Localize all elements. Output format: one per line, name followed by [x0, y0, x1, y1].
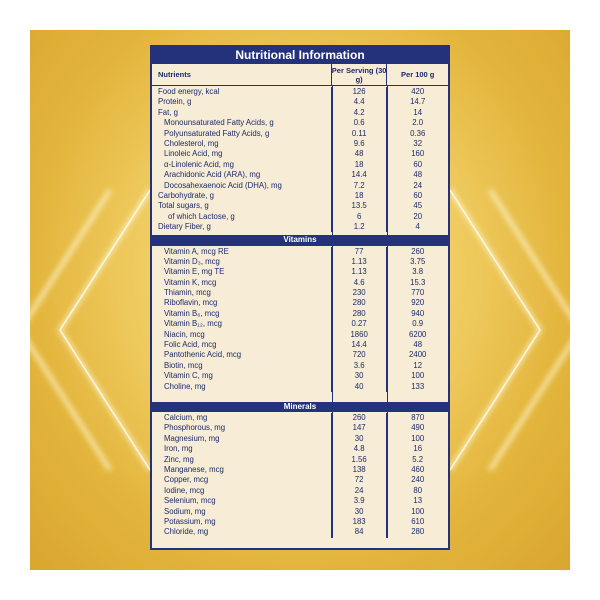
per-100g-value: 260 [386, 247, 448, 257]
table-row [152, 149, 448, 159]
table-header [152, 64, 448, 86]
table-row [152, 212, 448, 222]
table-row [152, 465, 448, 475]
nutrient-name: Iodine, mcg [164, 485, 205, 495]
table-row [152, 181, 448, 191]
nutrient-name: Selenium, mcg [164, 496, 216, 506]
per-serving-value: 4.2 [331, 108, 387, 118]
per-100g-value: 15.3 [386, 278, 448, 288]
per-serving-value: 1.2 [331, 222, 387, 232]
table-row [152, 309, 448, 319]
per-serving-value: 18 [331, 160, 387, 170]
nutrient-name: Phosphorous, mg [164, 423, 226, 433]
table-row [152, 517, 448, 527]
nutrient-name: Fat, g [158, 107, 178, 117]
per-100g-value: 100 [386, 507, 448, 517]
header-nutrients: Nutrients [158, 70, 191, 79]
per-100g-value: 16 [386, 444, 448, 454]
per-serving-value: 4.6 [331, 278, 387, 288]
per-serving-value: 30 [331, 507, 387, 517]
per-serving-value: 84 [331, 527, 387, 537]
table-row [152, 170, 448, 180]
per-serving-value: 77 [331, 247, 387, 257]
nutrient-name: Vitamin E, mg TE [164, 267, 225, 277]
per-serving-value: 18 [331, 191, 387, 201]
section-vitamins: Vitamins [152, 235, 448, 246]
table-row [152, 129, 448, 139]
table-row [152, 191, 448, 201]
table-row [152, 527, 448, 537]
minerals-group [152, 412, 448, 538]
per-serving-value: 40 [331, 382, 387, 392]
per-100g-value: 45 [386, 201, 448, 211]
table-row [152, 434, 448, 444]
per-100g-value: 5.2 [386, 455, 448, 465]
per-100g-value: 490 [386, 423, 448, 433]
nutrient-name: Carbohydrate, g [158, 190, 214, 200]
table-row [152, 319, 448, 329]
table-row [152, 413, 448, 423]
table-row [152, 444, 448, 454]
table-row [152, 486, 448, 496]
per-100g-value: 3.8 [386, 267, 448, 277]
per-serving-value: 30 [331, 434, 387, 444]
nutrient-name: Niacin, mcg [164, 329, 205, 339]
table-row [152, 139, 448, 149]
per-100g-value: 0.36 [386, 129, 448, 139]
table-row [152, 496, 448, 506]
table-row [152, 371, 448, 381]
per-100g-value: 280 [386, 527, 448, 537]
per-serving-value: 1.13 [331, 257, 387, 267]
per-serving-value: 1860 [331, 330, 387, 340]
nutrient-name: Folic Acid, mcg [164, 340, 217, 350]
per-100g-value: 24 [386, 181, 448, 191]
table-row [152, 247, 448, 257]
per-serving-value: 126 [331, 87, 387, 97]
per-serving-value: 4.4 [331, 97, 387, 107]
per-serving-value: 13.5 [331, 201, 387, 211]
table-row [152, 267, 448, 277]
table-row [152, 340, 448, 350]
nutrient-name: Food energy, kcal [158, 87, 220, 96]
per-serving-value: 24 [331, 486, 387, 496]
per-serving-value: 7.2 [331, 181, 387, 191]
per-100g-value: 0.9 [386, 319, 448, 329]
nutrient-name: Calcium, mg [164, 413, 208, 422]
per-serving-value: 0.27 [331, 319, 387, 329]
table-row [152, 350, 448, 360]
table-title: Nutritional Information [152, 47, 448, 64]
nutrients-group [152, 86, 448, 235]
per-100g-value: 610 [386, 517, 448, 527]
per-100g-value: 4 [386, 222, 448, 232]
nutrient-name: Cholesterol, mg [164, 138, 219, 148]
nutrient-name: Polyunsaturated Fatty Acids, g [164, 128, 270, 138]
nutrient-name: Arachidonic Acid (ARA), mg [164, 170, 261, 180]
per-100g-value: 20 [386, 212, 448, 222]
per-100g-value: 160 [386, 149, 448, 159]
table-row [152, 97, 448, 107]
per-100g-value: 770 [386, 288, 448, 298]
nutrient-name: Sodium, mg [164, 506, 206, 516]
per-100g-value: 60 [386, 160, 448, 170]
section-minerals: Minerals [152, 402, 448, 413]
nutrition-table [150, 45, 450, 550]
table-row [152, 160, 448, 170]
table-row [152, 423, 448, 433]
table-row [152, 361, 448, 371]
per-serving-value: 30 [331, 371, 387, 381]
per-100g-value: 14.7 [386, 97, 448, 107]
per-100g-value: 13 [386, 496, 448, 506]
per-100g-value: 920 [386, 298, 448, 308]
nutrient-name: Vitamin K, mcg [164, 277, 217, 287]
nutrient-name: Potassium, mg [164, 516, 216, 526]
per-100g-value: 48 [386, 170, 448, 180]
nutrient-name: Vitamin D₃, mcg [164, 256, 220, 266]
table-row [152, 257, 448, 267]
per-100g-value: 420 [386, 87, 448, 97]
table-row [152, 118, 448, 128]
table-row [152, 222, 448, 232]
nutrient-name: Magnesium, mg [164, 433, 220, 443]
per-100g-value: 48 [386, 340, 448, 350]
nutrient-name: Chloride, mg [164, 527, 209, 537]
per-serving-value: 3.9 [331, 496, 387, 506]
table-row [152, 298, 448, 308]
nutrient-name: Biotin, mcg [164, 360, 203, 370]
per-serving-value: 183 [331, 517, 387, 527]
per-100g-value: 14 [386, 108, 448, 118]
nutrient-name: Total sugars, g [158, 201, 209, 211]
per-100g-value: 100 [386, 434, 448, 444]
per-100g-value: 12 [386, 361, 448, 371]
table-row [152, 475, 448, 485]
table-row [152, 278, 448, 288]
nutrient-name: α-Linolenic Acid, mg [164, 159, 234, 169]
per-serving-value: 1.56 [331, 455, 387, 465]
nutrient-name: Vitamin C, mg [164, 371, 213, 381]
per-serving-value: 4.8 [331, 444, 387, 454]
nutrient-name: Dietary Fiber, g [158, 222, 211, 232]
per-serving-value: 72 [331, 475, 387, 485]
per-100g-value: 60 [386, 191, 448, 201]
header-per-100g: Per 100 g [386, 64, 448, 85]
per-100g-value: 2.0 [386, 118, 448, 128]
per-serving-value: 14.4 [331, 340, 387, 350]
per-serving-value: 147 [331, 423, 387, 433]
nutrient-name: Pantothenic Acid, mcg [164, 350, 242, 360]
per-100g-value: 940 [386, 309, 448, 319]
per-100g-value: 6200 [386, 330, 448, 340]
table-row [152, 87, 448, 97]
per-serving-value: 280 [331, 298, 387, 308]
vitamins-group [152, 246, 448, 402]
nutrient-name: Protein, g [158, 97, 192, 107]
per-serving-value: 3.6 [331, 361, 387, 371]
per-100g-value: 100 [386, 371, 448, 381]
per-serving-value: 9.6 [331, 139, 387, 149]
nutrient-name: Choline, mg [164, 381, 206, 391]
nutrient-name: Iron, mg [164, 444, 193, 454]
table-row [152, 108, 448, 118]
per-100g-value: 80 [386, 486, 448, 496]
nutrient-name: Riboflavin, mcg [164, 298, 218, 308]
table-row [152, 507, 448, 517]
per-100g-value: 32 [386, 139, 448, 149]
nutrient-name: Linoleic Acid, mg [164, 149, 223, 159]
table-row [152, 330, 448, 340]
nutrient-name: Monounsaturated Fatty Acids, g [164, 118, 274, 128]
nutrient-name: Thiamin, mcg [164, 288, 211, 298]
per-100g-value: 870 [386, 413, 448, 423]
per-serving-value: 280 [331, 309, 387, 319]
per-serving-value: 1.13 [331, 267, 387, 277]
table-row [152, 201, 448, 211]
per-serving-value: 14.4 [331, 170, 387, 180]
header-per-serving: Per Serving (30 g) [331, 65, 387, 84]
nutrient-name: Vitamin B₁₂, mcg [164, 319, 222, 329]
nutrient-name: Docosahexaenoic Acid (DHA), mg [164, 180, 282, 190]
table-row [152, 288, 448, 298]
per-serving-value: 720 [331, 350, 387, 360]
per-100g-value: 2400 [386, 350, 448, 360]
nutrient-name: Zinc, mg [164, 454, 194, 464]
nutrient-name: Manganese, mcg [164, 464, 224, 474]
table-row [152, 382, 448, 392]
per-serving-value: 0.6 [331, 118, 387, 128]
per-100g-value: 3.75 [386, 257, 448, 267]
nutrient-name: Copper, mcg [164, 475, 209, 485]
per-100g-value: 460 [386, 465, 448, 475]
per-100g-value: 133 [386, 382, 448, 392]
per-serving-value: 0.11 [331, 129, 387, 139]
per-serving-value: 138 [331, 465, 387, 475]
nutrient-name: of which Lactose, g [168, 211, 235, 221]
per-serving-value: 230 [331, 288, 387, 298]
per-serving-value: 6 [331, 212, 387, 222]
per-serving-value: 48 [331, 149, 387, 159]
per-100g-value: 240 [386, 475, 448, 485]
per-serving-value: 260 [331, 413, 387, 423]
table-row [152, 455, 448, 465]
nutrient-name: Vitamin A, mcg RE [164, 246, 229, 256]
nutrient-name: Vitamin B₆, mcg [164, 308, 220, 318]
